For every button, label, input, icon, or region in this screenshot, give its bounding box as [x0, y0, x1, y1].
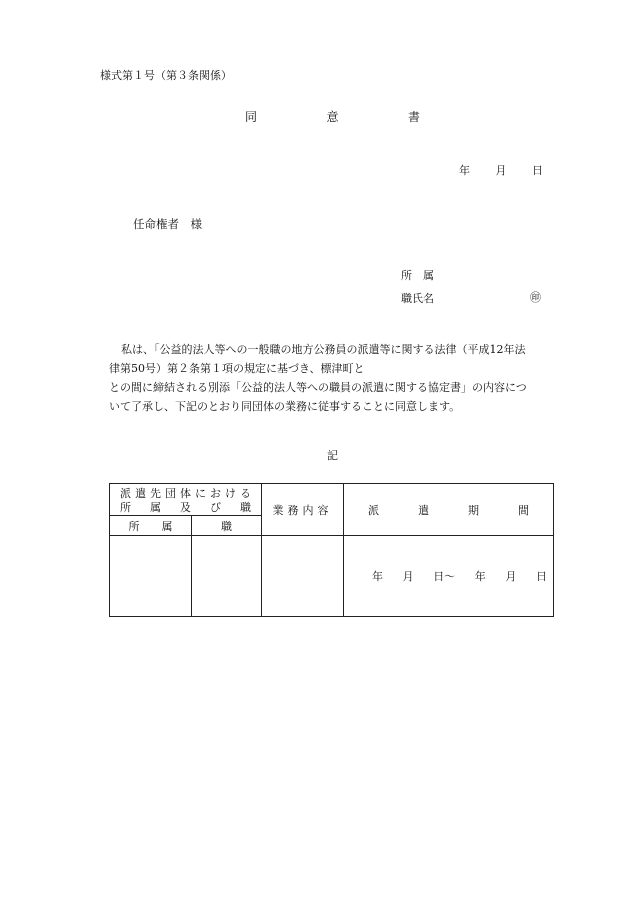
header-top-line-1 — [120, 487, 251, 501]
date-year-label: 年 — [459, 164, 470, 177]
body-line-3: との間に締結される別添「公益的法人等への職員の派遣に関する協定書」の内容につ — [109, 381, 527, 394]
cell-period[interactable] — [344, 536, 554, 617]
table-header-row — [110, 484, 554, 516]
title-char-1: 同 — [245, 110, 258, 124]
table-row — [110, 536, 554, 617]
body-line-2: 律第50号）第２条第１項の規定に基づき、標津町と — [109, 362, 365, 375]
header-char: に — [195, 487, 206, 500]
ki-heading: 記 — [327, 449, 338, 462]
body-line-1: 私は、「公益的法人等への一般職の地方公務員の派遣等に関する法律（平成12年法 — [121, 343, 526, 356]
seal-mark: ㊞ — [530, 291, 541, 304]
period-end-day-label: 日 — [535, 570, 547, 583]
title-char-3: 書 — [407, 110, 420, 124]
cell-task[interactable] — [262, 536, 344, 617]
header-affiliation: 所 属 — [110, 516, 192, 536]
header-char: 職 — [240, 501, 251, 514]
period-start-month-label: 月 — [402, 570, 414, 583]
period-end-month-label: 月 — [505, 570, 517, 583]
header-char: け — [225, 487, 236, 500]
header-period-char-1: 派 — [368, 503, 379, 517]
title-char-2: 意 — [326, 110, 339, 124]
header-dispatch-period — [344, 484, 554, 536]
header-char: 属 — [150, 501, 161, 514]
header-char: お — [210, 487, 221, 500]
header-char: び — [210, 501, 221, 514]
header-char: る — [240, 487, 251, 500]
header-char: 遣 — [135, 487, 146, 500]
header-top-line-2 — [120, 501, 251, 515]
period-start-year-label: 年 — [372, 570, 383, 583]
header-dispatch-affiliation-position — [110, 484, 262, 516]
header-period-char-2: 遣 — [418, 503, 429, 517]
period-end-year-label: 年 — [474, 570, 486, 583]
header-char: 所 — [120, 501, 131, 514]
header-char: 団 — [165, 487, 176, 500]
date-month-label: 月 — [495, 164, 507, 177]
header-char: 派 — [120, 487, 131, 500]
header-char: 先 — [150, 487, 161, 500]
consent-body-text — [109, 340, 554, 416]
header-char: 体 — [180, 487, 191, 500]
cell-affiliation[interactable] — [110, 536, 192, 617]
body-line-4: いて了承し、下記のとおり同団体の業務に従事することに同意します。 — [109, 400, 461, 413]
date-day-label: 日 — [532, 164, 543, 177]
document-title — [245, 108, 420, 125]
signer-name-label: 職氏名 — [401, 292, 434, 305]
header-period-char-3: 期 — [468, 503, 479, 517]
cell-position[interactable] — [192, 536, 262, 617]
header-period-char-4: 間 — [518, 503, 529, 517]
dispatch-table — [109, 483, 554, 617]
header-char: 及 — [180, 501, 191, 514]
date-line — [459, 162, 543, 178]
addressee: 任命権者 様 — [133, 217, 202, 231]
period-start-day-label: 日～ — [433, 570, 456, 583]
form-number: 様式第１号（第３条関係） — [100, 69, 232, 82]
signer-affiliation-label: 所 属 — [401, 269, 434, 282]
header-task-content: 業務内容 — [262, 484, 344, 536]
header-position: 職 — [192, 516, 262, 536]
